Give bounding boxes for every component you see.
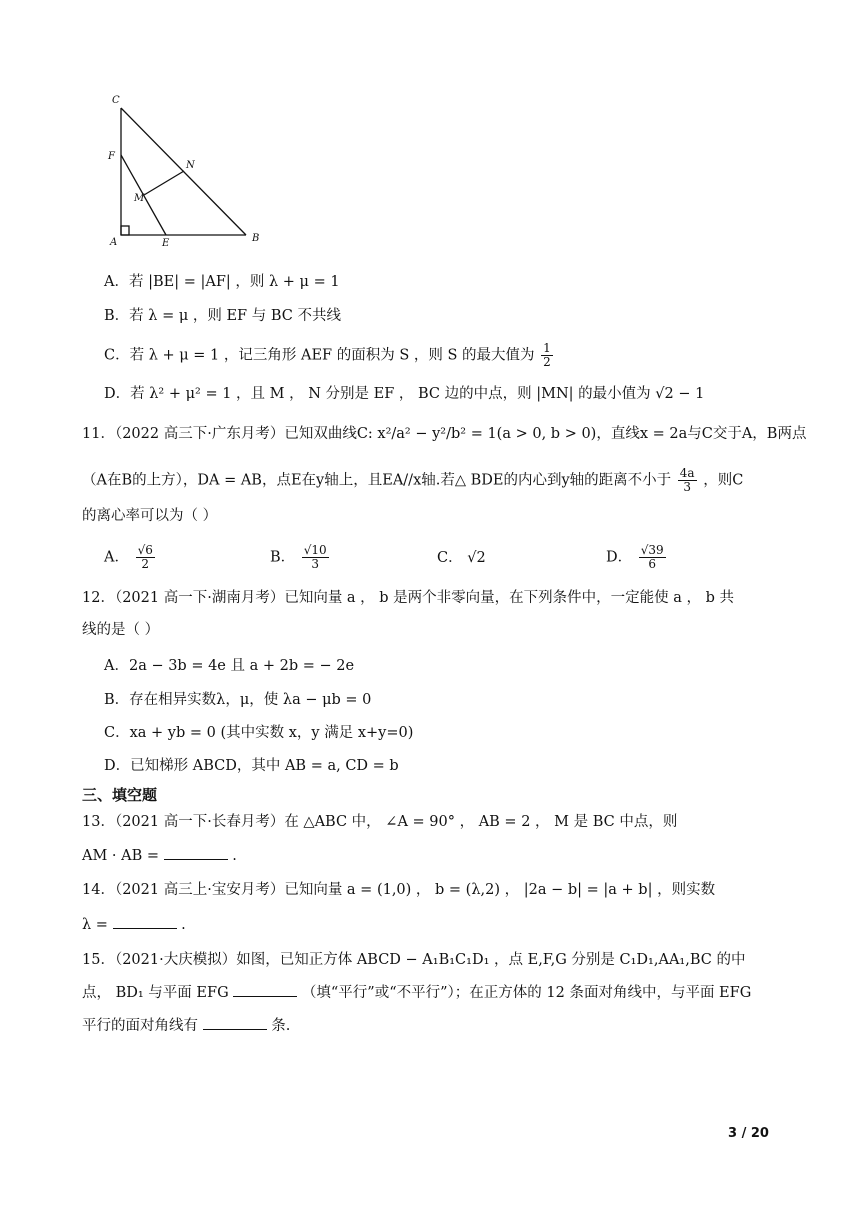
q11-option-a [104, 544, 157, 571]
frac-denominator: 6 [648, 557, 657, 571]
answer-blank[interactable] [164, 845, 228, 860]
option-label: D． [606, 549, 633, 566]
frac-denominator: 3 [683, 480, 692, 494]
option-value: √2 [467, 550, 486, 566]
frac-numerator: √10 [303, 543, 327, 557]
q10-option-a: A．若 |BE| = |AF| ，则 λ + μ = 1 [104, 274, 340, 290]
q11-option-b [270, 544, 331, 571]
q13-period: . [232, 848, 237, 864]
q14-line-1: 14．（2021 高三上·宝安月考）已知向量 a = (1,0) ， b = (λ,2) ， |2a − b| = |a + b| ，则实数 [82, 882, 716, 898]
frac-numerator: √39 [640, 543, 664, 557]
triangle-figure [100, 88, 270, 248]
frac-numerator: 1 [543, 341, 551, 355]
q15-line-2 [82, 982, 751, 1003]
frac-denominator: 2 [141, 557, 150, 571]
q10-option-d: D．若 λ² + μ² = 1 ，且 M ， N 分别是 EF ， BC 边的中点，则 |MN| 的最小值为 √2 − 1 [104, 386, 705, 402]
q12-option-a: A．2a − 3b = 4e 且 a + 2b = − 2e [104, 658, 355, 674]
frac-numerator: 4a [679, 466, 695, 480]
label-e: E [162, 238, 170, 248]
q12-option-d: D．已知梯形 ABCD，其中 AB = a, CD = b [104, 758, 399, 774]
option-label: C． [437, 550, 463, 566]
label-c: C [112, 95, 120, 106]
q11-fraction [678, 467, 697, 494]
frac-denominator: 2 [543, 355, 551, 369]
q15-text-post: 条. [271, 1018, 291, 1034]
q15-text-post: （填“平行”或“不平行”）；在正方体的 12 条面对角线中，与平面 EFG [301, 985, 752, 1001]
frac-denominator: 3 [311, 557, 320, 571]
answer-blank[interactable] [233, 982, 297, 997]
q11-line-2-tail: ，则C [703, 472, 744, 489]
q13-expression: AM · AB = [82, 848, 160, 864]
q15-line-3 [82, 1015, 290, 1036]
answer-blank[interactable] [113, 914, 177, 929]
option-fraction [136, 544, 155, 571]
option-fraction [302, 544, 329, 571]
q10-option-c [104, 342, 555, 369]
q11-option-d [606, 544, 668, 571]
q12-option-b: B．存在相异实数λ，μ，使 λa − μb = 0 [104, 692, 372, 708]
q11-line-2 [82, 467, 743, 494]
q14-expression: λ = [82, 917, 108, 933]
q11-line-2-text: （A在B的上方），DA = AB，点E在y轴上，且EA//x轴.若△ BDE的内心到y轴的距离不小于 [82, 472, 672, 489]
q11-line-1: 11．（2022 高三下·广东月考）已知双曲线C: x²/a² − y²/b² = 1(a > 0, b > 0)，直线x = 2a与C交于A，B两点 [82, 426, 807, 442]
q12-option-c: C．xa + yb = 0 (其中实数 x，y 满足 x+y=0) [104, 725, 414, 741]
q11-option-c [437, 548, 486, 568]
page-number: 3 / 20 [728, 1126, 769, 1141]
label-n: N [186, 160, 195, 171]
q10-option-b: B．若 λ = μ ，则 EF 与 BC 不共线 [104, 308, 341, 324]
label-m: M [134, 193, 145, 204]
section-heading: 三、填空题 [82, 786, 158, 804]
frac-numerator: √6 [137, 543, 153, 557]
q11-line-3: 的离心率可以为（ ） [82, 508, 218, 524]
label-a: A [110, 237, 118, 248]
q10-option-c-text: C．若 λ + μ = 1 ，记三角形 AEF 的面积为 S ，则 S 的最大值为 [104, 347, 535, 364]
q13-line-1: 13．（2021 高一下·长春月考）在 △ABC 中， ∠A = 90° ， AB = 2 ， M 是 BC 中点，则 [82, 814, 678, 830]
option-label: B． [270, 549, 296, 566]
option-fraction [639, 544, 666, 571]
q14-line-2 [82, 914, 186, 935]
q15-text-pre: 点， BD₁ 与平面 EFG [82, 985, 229, 1001]
q10-option-c-fraction [541, 342, 553, 369]
option-label: A． [104, 549, 129, 566]
q14-period: . [181, 917, 186, 933]
answer-blank[interactable] [203, 1015, 267, 1030]
label-b: B [252, 233, 260, 244]
label-f: F [108, 151, 115, 162]
q12-line-2: 线的是（ ） [82, 622, 160, 638]
q15-text-pre: 平行的面对角线有 [82, 1018, 198, 1034]
q12-line-1: 12．（2021 高一下·湖南月考）已知向量 a ， b 是两个非零向量，在下列条件中，一定能使 a ， b 共 [82, 590, 735, 606]
q13-line-2 [82, 845, 237, 866]
q15-line-1: 15．（2021·大庆模拟）如图，已知正方体 ABCD − A₁B₁C₁D₁ ，点 E,F,G 分别是 C₁D₁,AA₁,BC 的中 [82, 952, 746, 968]
